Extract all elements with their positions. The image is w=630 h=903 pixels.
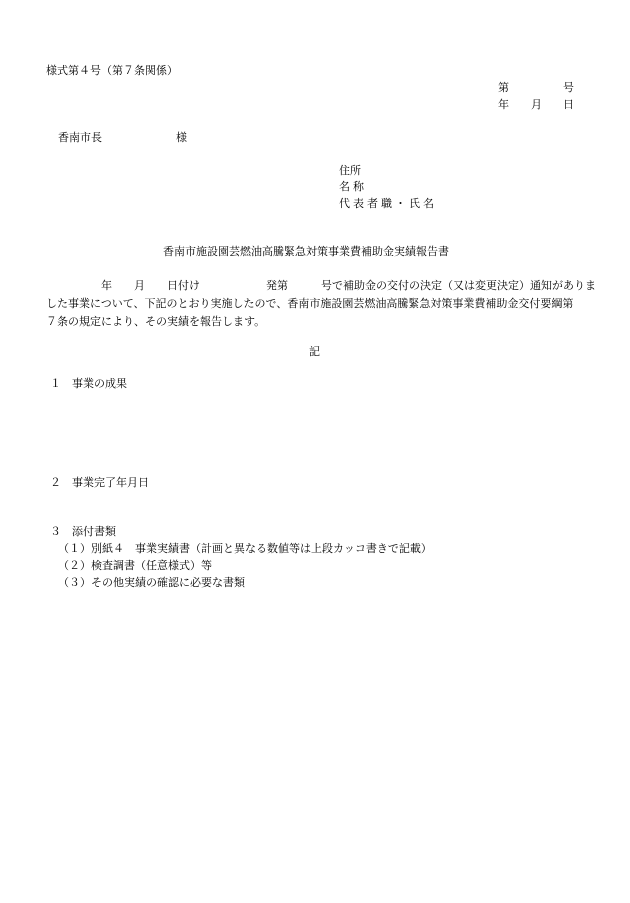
applicant-representative-label: 代表者職・氏名 [339,197,437,210]
date-month: 月 [531,98,542,111]
section-3-heading: ３ 添付書類 [50,525,116,538]
body-paragraph [46,277,596,331]
document-title: 香南市施設園芸燃油高騰緊急対策事業費補助金実績報告書 [163,245,449,258]
document-number-suffix: 号 [563,81,574,94]
applicant-name-label: 名称 [339,180,367,193]
date-day: 日 [563,98,574,111]
attachment-item-1: （１）別紙４ 事業実績書（計画と異なる数値等は上段カッコ書きで記載） [58,542,432,555]
section-1-heading: １ 事業の成果 [50,377,127,390]
ki-heading: 記 [309,345,320,358]
addressee-honorific: 様 [176,131,187,144]
attachment-item-3: （３）その他実績の確認に必要な書類 [58,576,245,589]
body-line: 年 月 日付け 発第 号で補助金の交付の決定（又は変更決定）通知がありま [46,279,596,292]
body-line: した事業について、下記のとおり実施したので、香南市施設園芸燃油高騰緊急対策事業費補助金交付要綱第 [46,297,574,310]
attachment-item-2: （２）検査調書（任意様式）等 [58,559,212,572]
applicant-address-label: 住所 [339,164,361,177]
date-year: 年 [498,98,509,111]
addressee-name: 香南市長 [58,131,102,144]
body-line: ７条の規定により、その実績を報告します。 [46,315,266,328]
section-2-heading: ２ 事業完了年月日 [50,476,149,489]
form-number: 様式第４号（第７条関係） [46,64,178,77]
document-number-prefix: 第 [498,81,509,94]
